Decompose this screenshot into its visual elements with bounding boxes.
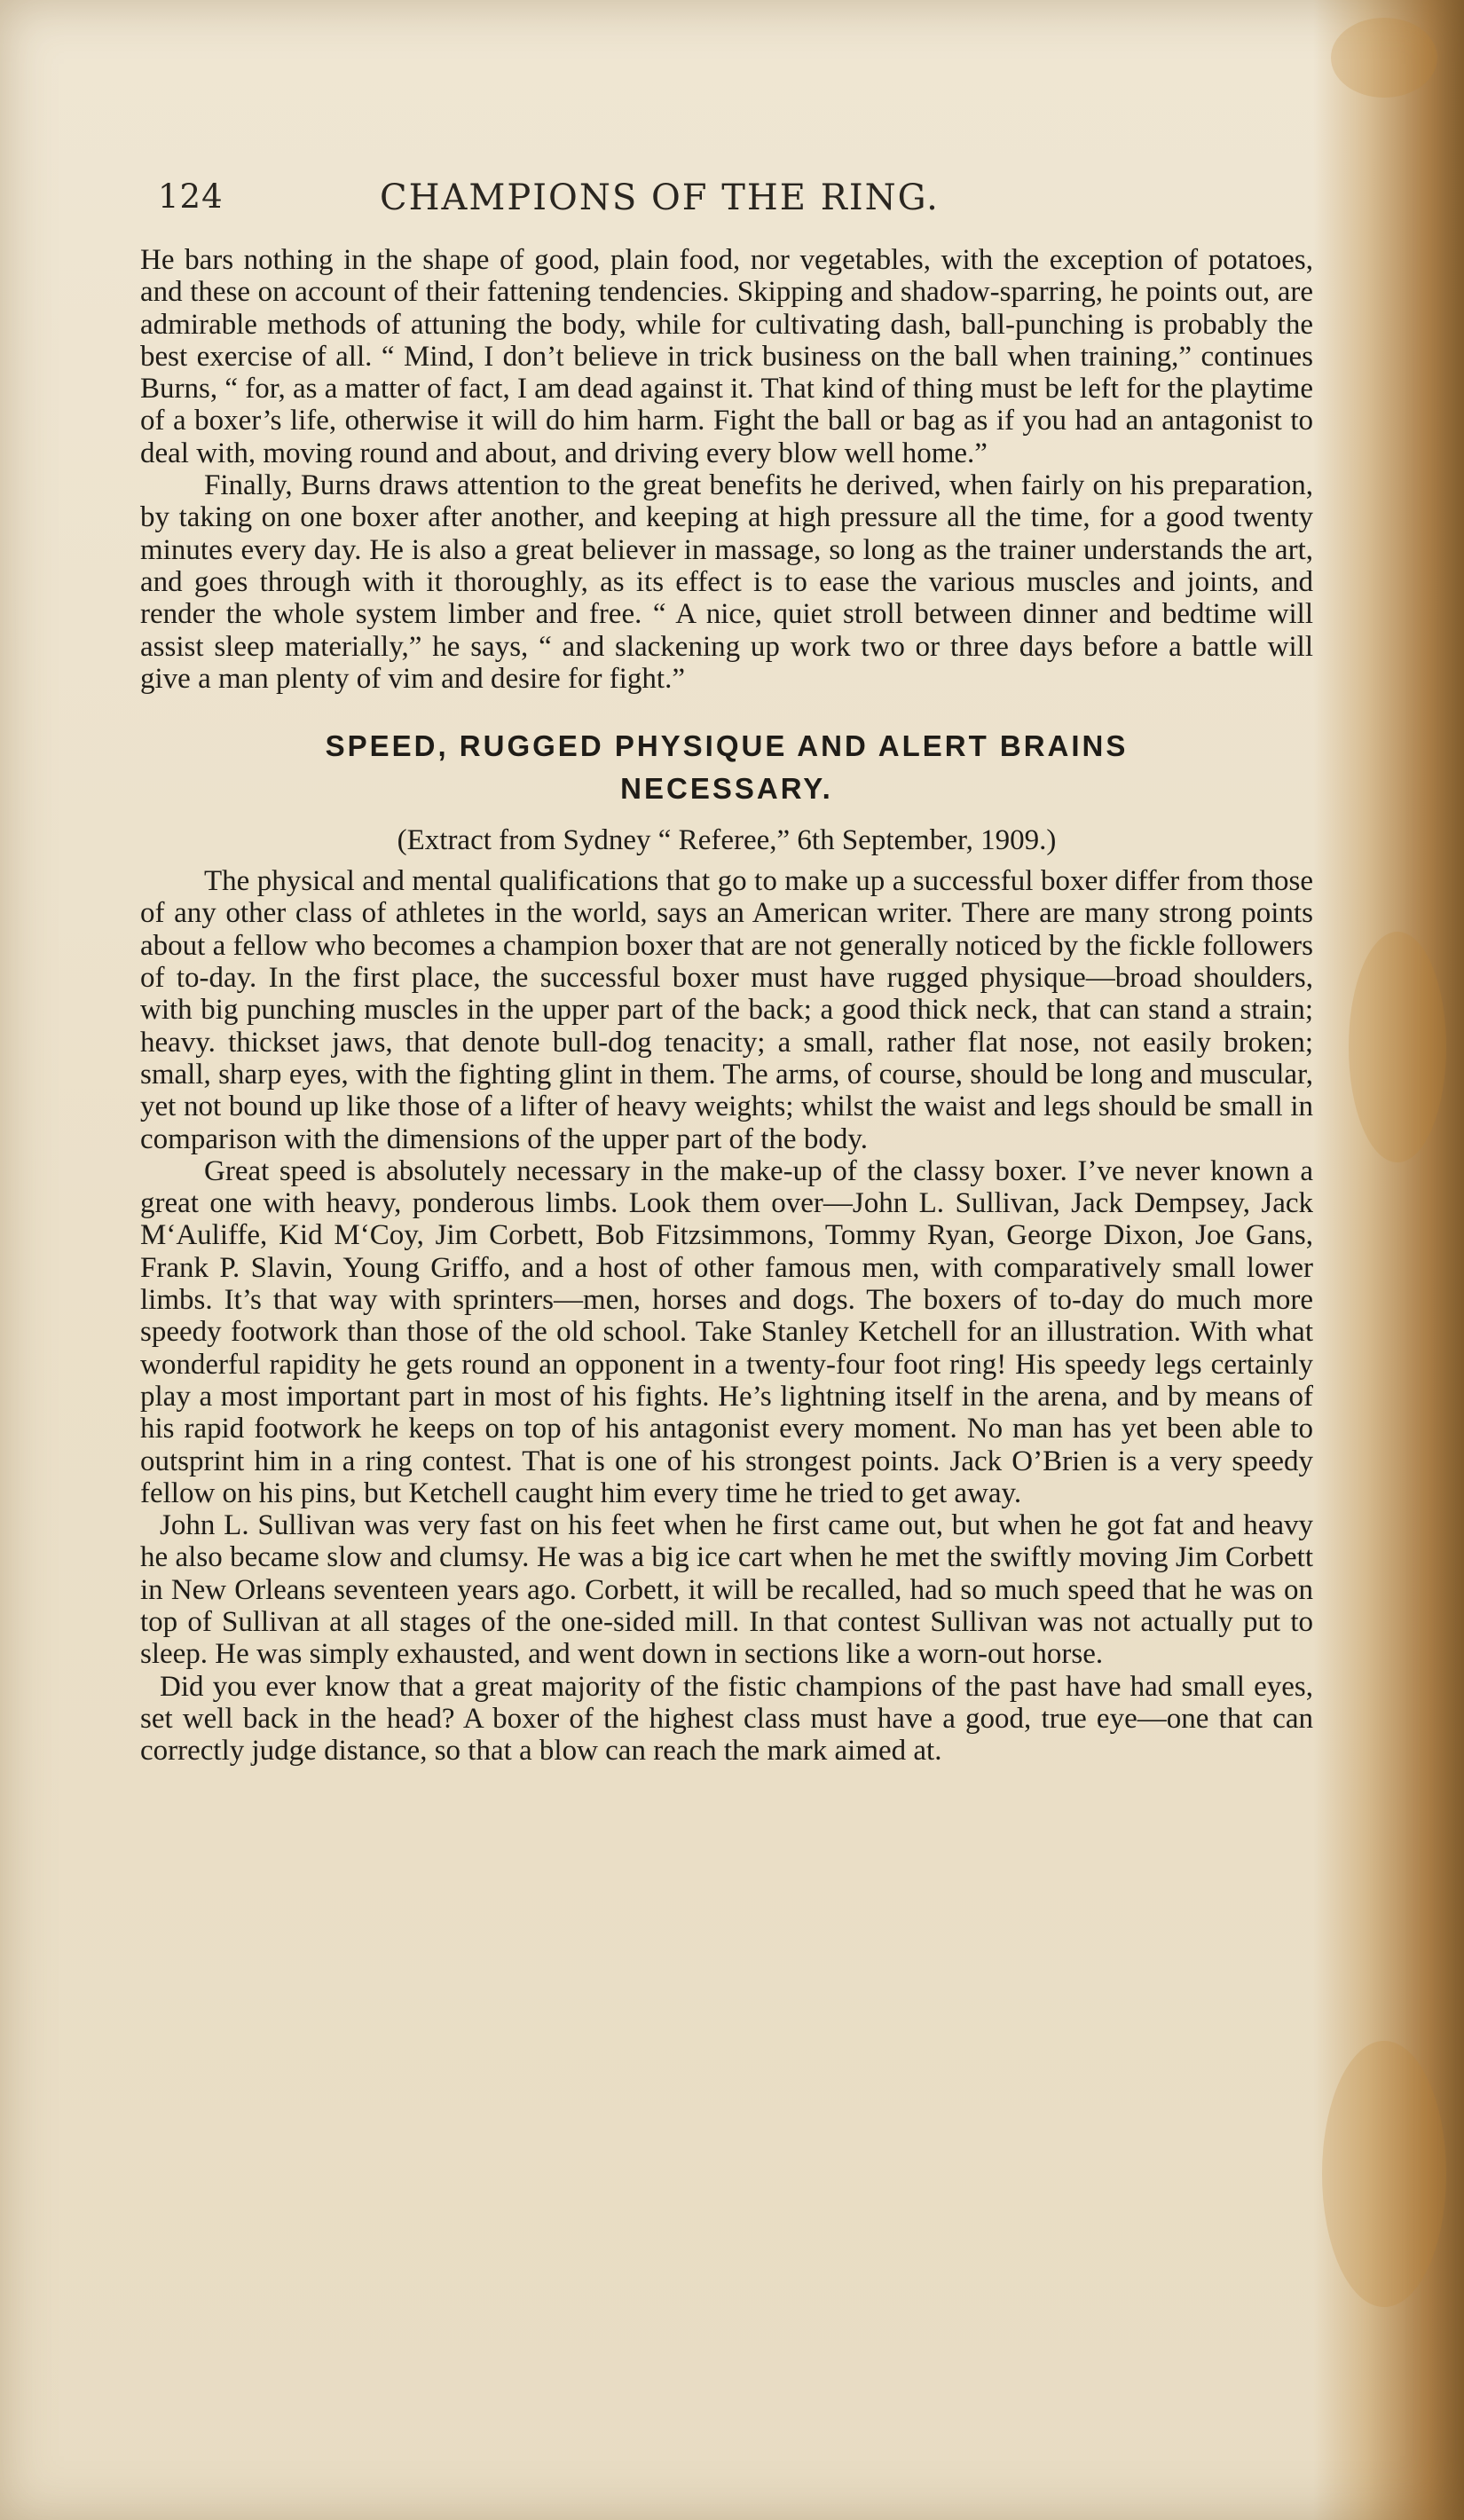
- paper-stain: [1322, 2041, 1446, 2307]
- paragraph: Finally, Burns draws attention to the great benefits he derived, when fairly on his preparation, by taking on one boxer after another, and keeping at high pressure all the time, for a good twenty minutes every day. He is also a great believer in massage, so long as the trainer understands the art, and goes through with it thoroughly, as its effect is to ease the various muscles and joints, and render the whole system limber and free. “ A nice, quiet stroll between dinner and bedtime will assist sleep materially,” he says, “ and slackening up work two or three days before a battle will give a man plenty of vim and desire for fight.”: [140, 469, 1313, 695]
- paragraph: John L. Sullivan was very fast on his feet when he first came out, but when he got fat and heavy he also became slow and clumsy. He was a big ice cart when he met the swiftly moving Jim Corbett in New Orleans seventeen years ago. Corbett, it will be recalled, had so much speed that he was on top of Sullivan at all stages of the one-sided mill. In that contest Sullivan was not actually put to sleep. He was simply exhausted, and went down in sections like a worn-out horse.: [140, 1509, 1313, 1671]
- running-head: CHAMPIONS OF THE RING.: [380, 177, 940, 218]
- paper-stain: [1331, 18, 1437, 98]
- page-number: 124: [158, 177, 224, 216]
- paper-stain: [1349, 932, 1446, 1162]
- section-heading-line: SPEED, RUGGED PHYSIQUE AND ALERT BRAINS: [325, 729, 1129, 763]
- paragraph: The physical and mental qualifications that go to make up a successful boxer differ from those of any other class of athletes in the world, says an American writer. There are many strong points about a fellow who becomes a champion boxer that are not generally noticed by the fickle followers of to-day. In the first place, the successful boxer must have rugged physique—broad shoulders, with big punching muscles in the upper part of the back; a good thick neck, that can stand a strain; heavy. thickset jaws, that denote bull-dog tenacity; a small, rather flat nose, not easily broken; small, sharp eyes, with the fighting glint in them. The arms, of course, should be long and muscular, yet not bound up like those of a lifter of heavy weights; whilst the waist and legs should be small in comparison with the dimensions of the upper part of the body.: [140, 865, 1313, 1155]
- page-header: [158, 177, 1311, 231]
- extract-note: (Extract from Sydney “ Referee,” 6th September, 1909.): [397, 824, 1057, 857]
- paragraph: He bars nothing in the shape of good, plain food, nor vegetables, with the exception of potatoes, and these on account of their fattening tendencies. Skipping and shadow-sparring, he points out, are admirable methods of attuning the body, while for cultivating dash, ball-punching is probably the best exercise of all. “ Mind, I don’t believe in trick business on the ball when training,” continues Burns, “ for, as a matter of fact, I am dead against it. That kind of thing must be left for the playtime of a boxer’s life, otherwise it will do him harm. Fight the ball or bag as if you had an antagonist to deal with, moving round and about, and driving every blow well home.”: [140, 244, 1313, 469]
- paragraph: Great speed is absolutely necessary in the make-up of the classy boxer. I’ve never known a great one with heavy, ponderous limbs. Look them over—John L. Sullivan, Jack Dempsey, Jack M‘Auliffe, Kid M‘Coy, Jim Corbett, Bob Fitzsimmons, Tommy Ryan, George Dixon, Joe Gans, Frank P. Slavin, Young Griffo, and a host of other famous men, with comparatively small lower limbs. It’s that way with sprinters—men, horses and dogs. The boxers of to-day do much more speedy footwork than those of the old school. Take Stanley Ketchell for an illustration. With what wonderful rapidity he gets round an opponent in a twenty-four foot ring! His speedy legs certainly play a most important part in most of his fights. He’s lightning itself in the arena, and by means of his rapid footwork he keeps on top of his antagonist every moment. No man has yet been able to outsprint him in a ring contest. That is one of his strongest points. Jack O’Brien is a very speedy fellow on his pins, but Ketchell caught him every time he tried to get away.: [140, 1154, 1313, 1509]
- paragraph: Did you ever know that a great majority of the fistic champions of the past have had small eyes, set well back in the head? A boxer of the highest class must have a good, true eye—one that can correctly judge distance, so that a blow can reach the mark aimed at.: [140, 1670, 1313, 1768]
- section-heading-line: NECESSARY.: [620, 772, 833, 806]
- section-heading: [140, 725, 1313, 810]
- body-text: [140, 244, 1313, 1767]
